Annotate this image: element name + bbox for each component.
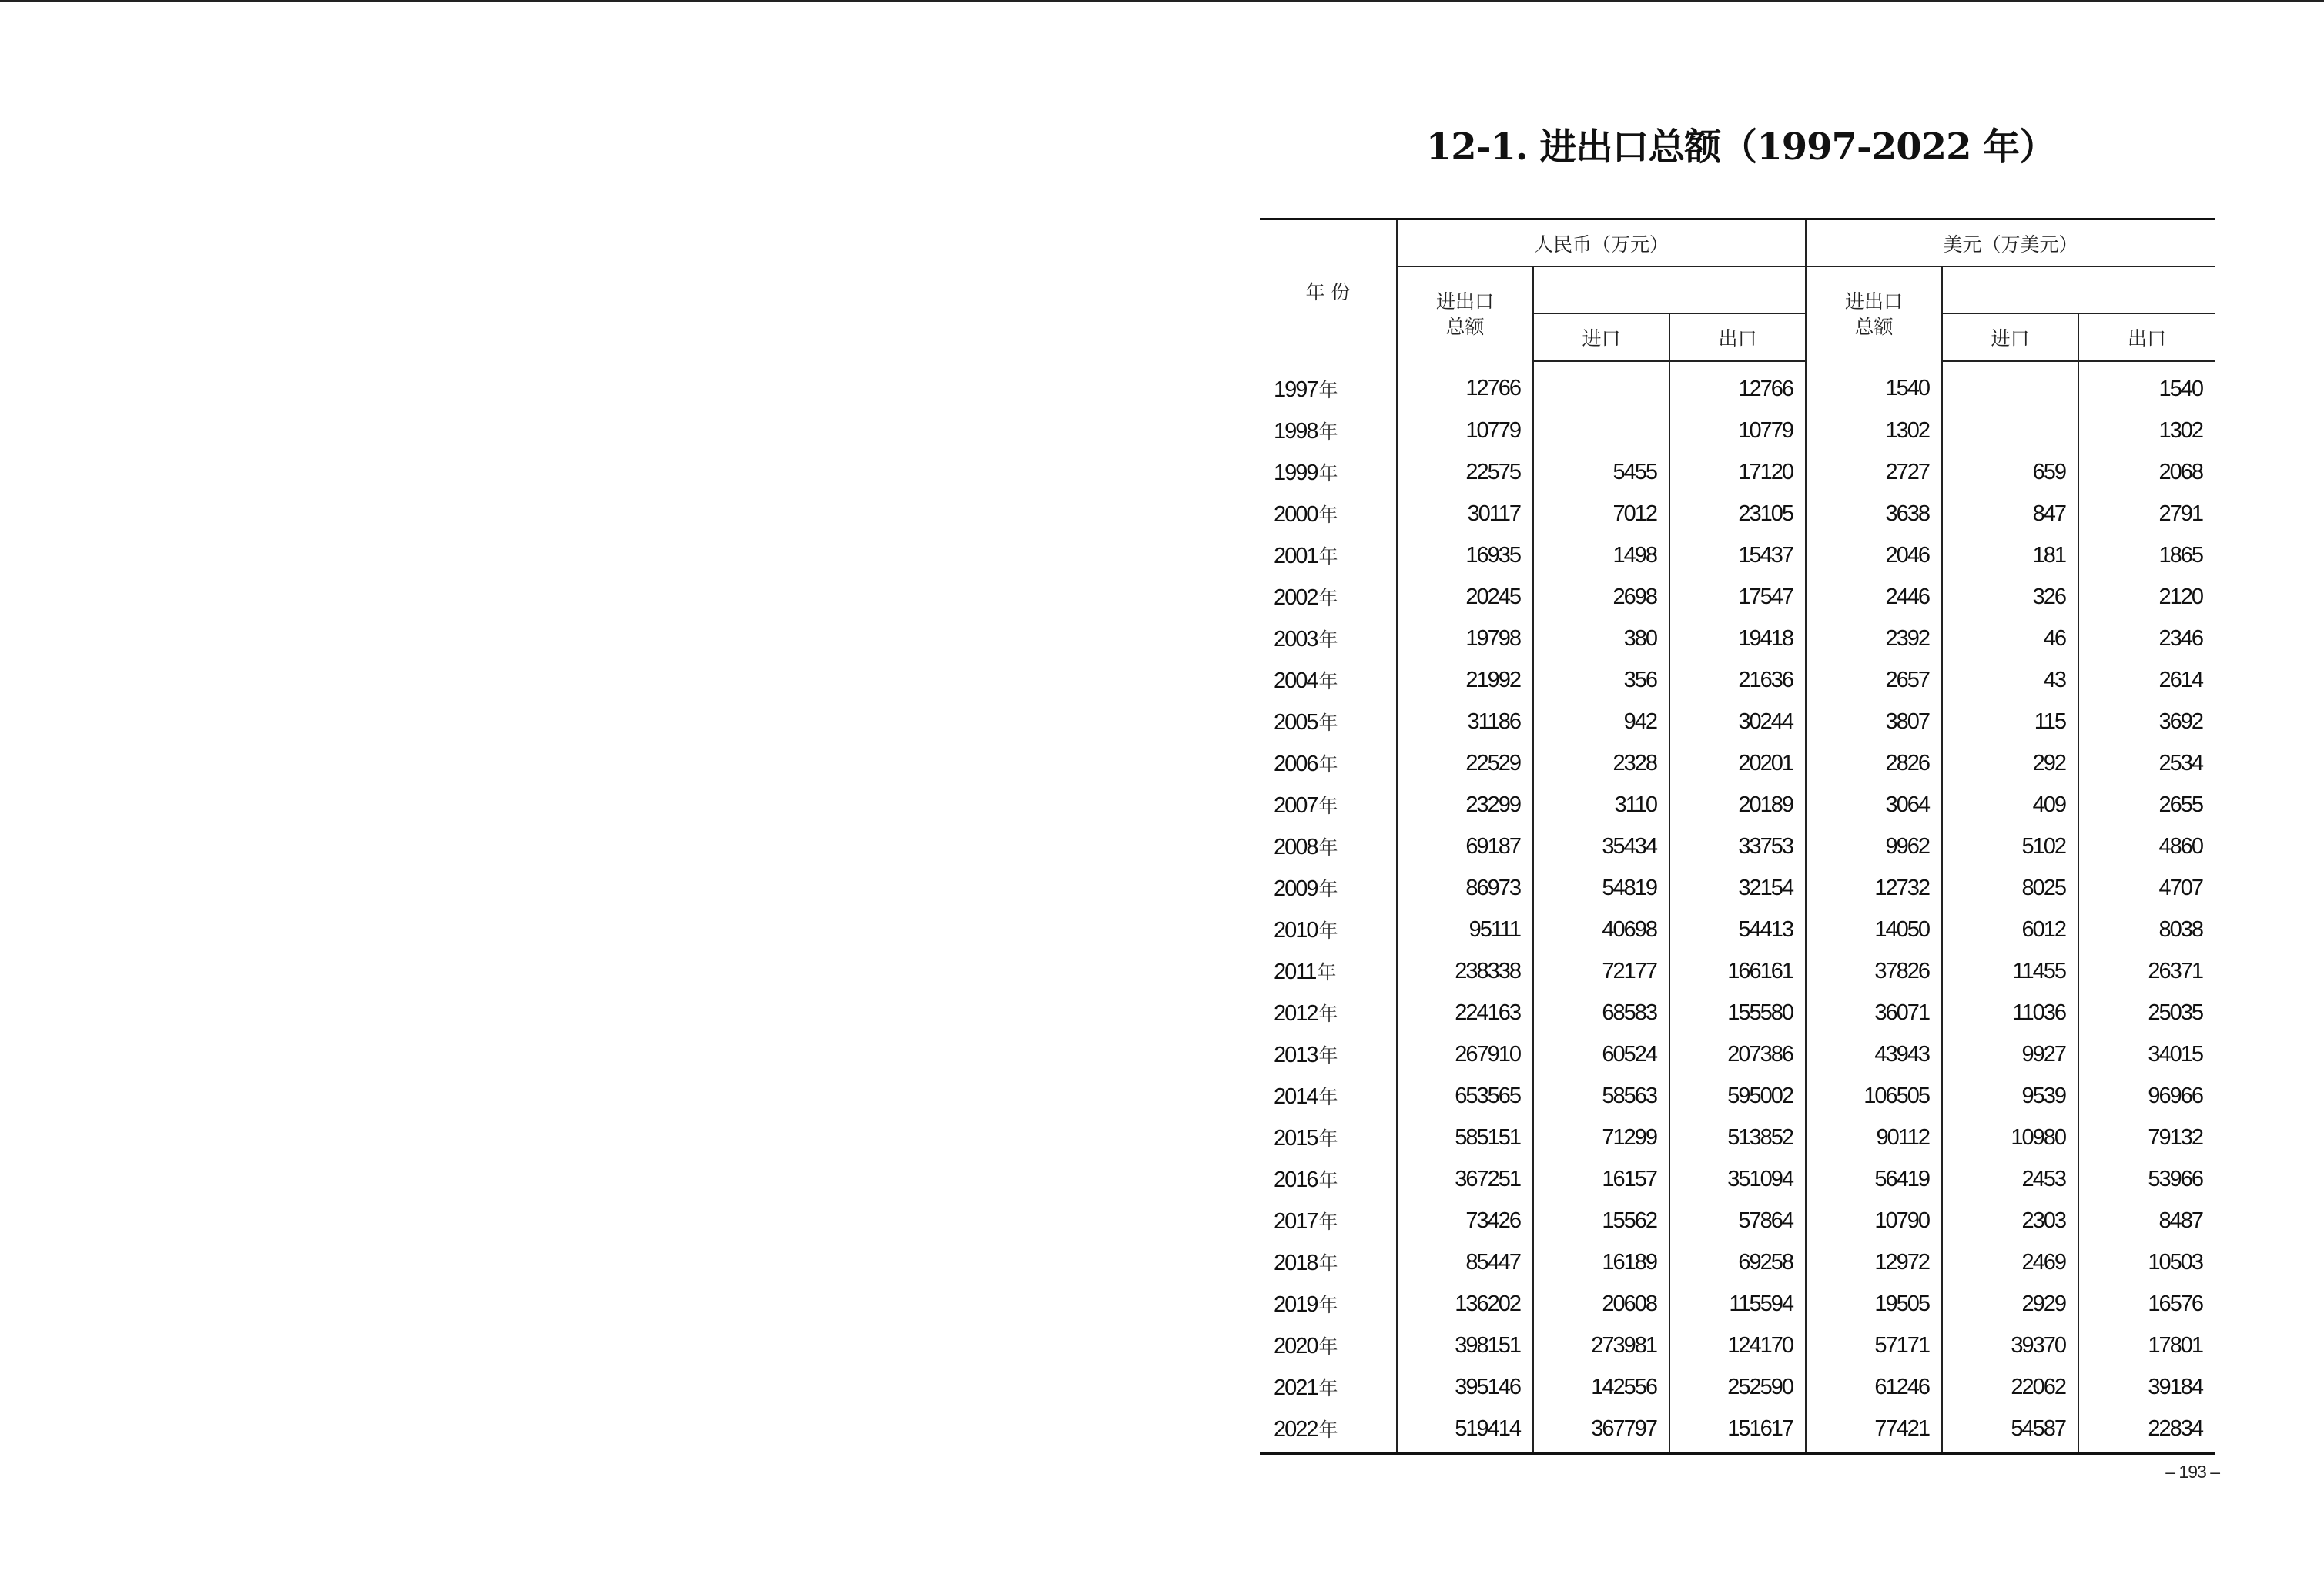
year-value: 2021 (1274, 1375, 1318, 1400)
table-row (1260, 826, 2215, 867)
year-suffix: 年 (1318, 795, 1338, 817)
usd-total-cell: 56419 (1806, 1158, 1942, 1200)
usd-total-cell: 3807 (1806, 701, 1942, 742)
rmb-import-cell: 40698 (1533, 909, 1669, 950)
usd-import-cell: 43 (1942, 659, 2078, 701)
rmb-total-cell: 224163 (1397, 992, 1533, 1034)
usd-import-header: 进口 (1942, 313, 2078, 361)
rmb-import-cell: 367797 (1533, 1408, 1669, 1454)
usd-total-cell: 1302 (1806, 410, 1942, 451)
year-value: 2014 (1274, 1084, 1318, 1109)
year-cell (1260, 1075, 1397, 1117)
year-suffix: 年 (1318, 878, 1338, 900)
rmb-import-cell: 20608 (1533, 1283, 1669, 1325)
usd-group-header: 美元（万美元） (1806, 219, 2215, 267)
usd-export-cell: 1865 (2158, 542, 2203, 568)
usd-import-cell: 659 (1942, 451, 2078, 493)
table-row (1260, 618, 2215, 659)
rmb-total-cell: 21992 (1397, 659, 1533, 701)
rmb-import-cell: 54819 (1533, 867, 1669, 909)
usd-total-header-line1: 进出口 (1844, 290, 1903, 313)
rmb-total-cell: 30117 (1397, 493, 1533, 534)
usd-export-cell: 96966 (2148, 1083, 2203, 1108)
year-cell (1260, 950, 1397, 992)
rmb-export-cell: 21636 (1669, 659, 1806, 701)
year-cell (1260, 1283, 1397, 1325)
rmb-total-cell: 10779 (1397, 410, 1533, 451)
usd-export-cell: 10503 (2148, 1249, 2203, 1275)
rmb-import-cell: 60524 (1533, 1034, 1669, 1075)
page-top-rule (0, 0, 2324, 2)
table-row (1260, 361, 2215, 410)
usd-import-cell: 11455 (1942, 950, 2078, 992)
year-value: 2001 (1274, 544, 1318, 568)
year-value: 2007 (1274, 793, 1318, 818)
rmb-import-cell: 15562 (1533, 1200, 1669, 1241)
year-value: 2015 (1274, 1126, 1318, 1151)
usd-import-cell: 115 (1942, 701, 2078, 742)
rmb-import-cell: 72177 (1533, 950, 1669, 992)
year-value: 2018 (1274, 1251, 1318, 1275)
usd-total-cell: 2046 (1806, 534, 1942, 576)
table-row (1260, 1200, 2215, 1241)
rmb-import-cell: 35434 (1533, 826, 1669, 867)
rmb-export-cell: 19418 (1669, 618, 1806, 659)
usd-export-header: 出口 (2078, 313, 2215, 361)
rmb-group-header: 人民币（万元） (1397, 219, 1806, 267)
rmb-import-cell: 942 (1533, 701, 1669, 742)
usd-export-cell: 79132 (2148, 1124, 2203, 1150)
usd-import-cell: 326 (1942, 576, 2078, 618)
rmb-import-cell (1533, 410, 1669, 451)
usd-export-cell: 3692 (2158, 709, 2203, 734)
rmb-import-cell: 2698 (1533, 576, 1669, 618)
rmb-total-cell: 69187 (1397, 826, 1533, 867)
rmb-import-cell: 356 (1533, 659, 1669, 701)
rmb-total-cell: 86973 (1397, 867, 1533, 909)
rmb-import-header: 进口 (1533, 313, 1669, 361)
rmb-export-cell: 15437 (1669, 534, 1806, 576)
usd-import-cell: 2469 (1942, 1241, 2078, 1283)
usd-export-cell: 39184 (2148, 1374, 2203, 1399)
rmb-total-cell: 85447 (1397, 1241, 1533, 1283)
rmb-total-header-line2: 总额 (1445, 316, 1485, 338)
usd-total-cell: 2826 (1806, 742, 1942, 784)
year-value: 2016 (1274, 1168, 1318, 1192)
usd-total-header-line2: 总额 (1854, 316, 1894, 338)
usd-total-cell: 19505 (1806, 1283, 1942, 1325)
year-cell (1260, 361, 1397, 410)
year-value: 1999 (1274, 461, 1318, 485)
year-value: 2011 (1274, 960, 1316, 984)
year-cell (1260, 618, 1397, 659)
year-suffix: 年 (1318, 1419, 1338, 1441)
rmb-total-cell: 267910 (1397, 1034, 1533, 1075)
rmb-import-cell: 16189 (1533, 1241, 1669, 1283)
usd-export-cell: 17801 (2148, 1332, 2203, 1358)
usd-blank-cell (1942, 266, 2215, 313)
year-cell (1260, 1325, 1397, 1366)
rmb-blank-cell (1533, 266, 1806, 313)
rmb-export-header: 出口 (1669, 313, 1806, 361)
usd-import-cell: 2929 (1942, 1283, 2078, 1325)
rmb-export-cell: 124170 (1669, 1325, 1806, 1366)
rmb-total-cell: 19798 (1397, 618, 1533, 659)
table-row (1260, 867, 2215, 909)
year-cell (1260, 410, 1397, 451)
usd-import-cell: 8025 (1942, 867, 2078, 909)
rmb-export-cell: 595002 (1669, 1075, 1806, 1117)
year-suffix: 年 (1318, 504, 1338, 526)
rmb-export-cell: 20201 (1669, 742, 1806, 784)
rmb-export-cell: 57864 (1669, 1200, 1806, 1241)
usd-import-cell (1942, 410, 2078, 451)
usd-total-cell: 90112 (1806, 1117, 1942, 1158)
usd-total-cell: 106505 (1806, 1075, 1942, 1117)
rmb-export-cell: 207386 (1669, 1034, 1806, 1075)
rmb-export-cell: 12766 (1669, 361, 1806, 410)
usd-import-cell: 2303 (1942, 1200, 2078, 1241)
year-suffix: 年 (1318, 1044, 1338, 1067)
usd-export-cell: 2068 (2158, 459, 2203, 484)
rmb-total-header (1397, 266, 1533, 361)
rmb-import-cell: 3110 (1533, 784, 1669, 826)
table-row (1260, 1366, 2215, 1408)
usd-export-cell: 4707 (2158, 875, 2203, 900)
usd-total-cell: 14050 (1806, 909, 1942, 950)
usd-export-cell: 2120 (2158, 584, 2203, 609)
usd-import-cell: 22062 (1942, 1366, 2078, 1408)
usd-import-cell: 11036 (1942, 992, 2078, 1034)
year-suffix: 年 (1318, 587, 1338, 609)
year-suffix: 年 (1318, 378, 1338, 401)
rmb-total-cell: 20245 (1397, 576, 1533, 618)
usd-import-cell: 181 (1942, 534, 2078, 576)
table-row (1260, 1158, 2215, 1200)
rmb-total-cell: 519414 (1397, 1408, 1533, 1454)
year-value: 2009 (1274, 876, 1318, 901)
year-value: 2005 (1274, 710, 1318, 735)
year-suffix: 年 (1318, 753, 1338, 776)
usd-export-cell: 1540 (2158, 376, 2203, 401)
year-suffix: 年 (1318, 1169, 1338, 1191)
usd-export-cell: 34015 (2148, 1041, 2203, 1067)
rmb-import-cell: 2328 (1533, 742, 1669, 784)
year-suffix: 年 (1318, 628, 1338, 651)
usd-total-cell: 3638 (1806, 493, 1942, 534)
rmb-total-cell: 23299 (1397, 784, 1533, 826)
usd-import-cell: 292 (1942, 742, 2078, 784)
year-suffix: 年 (1318, 1211, 1338, 1233)
year-cell (1260, 867, 1397, 909)
usd-total-cell: 10790 (1806, 1200, 1942, 1241)
rmb-export-cell: 69258 (1669, 1241, 1806, 1283)
rmb-total-cell: 136202 (1397, 1283, 1533, 1325)
rmb-export-cell: 252590 (1669, 1366, 1806, 1408)
year-value: 2022 (1274, 1417, 1318, 1442)
year-suffix: 年 (1318, 1127, 1338, 1150)
rmb-total-cell: 12766 (1397, 361, 1533, 410)
year-value: 2004 (1274, 668, 1318, 693)
rmb-total-header-line1: 进出口 (1435, 290, 1494, 313)
usd-total-cell: 12732 (1806, 867, 1942, 909)
usd-total-cell: 57171 (1806, 1325, 1942, 1366)
year-suffix: 年 (1318, 712, 1338, 734)
year-cell (1260, 1241, 1397, 1283)
usd-total-cell: 1540 (1806, 361, 1942, 410)
year-cell (1260, 451, 1397, 493)
usd-export-cell: 2791 (2158, 501, 2203, 526)
year-suffix: 年 (1318, 1252, 1338, 1275)
usd-export-cell: 4860 (2158, 833, 2203, 859)
rmb-export-cell: 32154 (1669, 867, 1806, 909)
table-row (1260, 451, 2215, 493)
usd-import-cell: 9539 (1942, 1075, 2078, 1117)
year-cell (1260, 742, 1397, 784)
usd-import-cell: 9927 (1942, 1034, 2078, 1075)
usd-export-cell: 8487 (2158, 1208, 2203, 1233)
usd-total-cell: 61246 (1806, 1366, 1942, 1408)
usd-import-cell: 409 (1942, 784, 2078, 826)
usd-import-cell: 6012 (1942, 909, 2078, 950)
rmb-export-cell: 10779 (1669, 410, 1806, 451)
year-value: 1997 (1274, 377, 1318, 402)
table-row (1260, 534, 2215, 576)
rmb-export-cell: 166161 (1669, 950, 1806, 992)
year-cell (1260, 909, 1397, 950)
rmb-import-cell: 380 (1533, 618, 1669, 659)
rmb-total-cell: 22529 (1397, 742, 1533, 784)
table-row (1260, 742, 2215, 784)
usd-import-cell: 46 (1942, 618, 2078, 659)
year-value: 2019 (1274, 1292, 1318, 1317)
rmb-export-cell: 155580 (1669, 992, 1806, 1034)
year-suffix: 年 (1318, 545, 1338, 568)
usd-import-cell: 39370 (1942, 1325, 2078, 1366)
usd-total-cell: 37826 (1806, 950, 1942, 992)
rmb-export-cell: 30244 (1669, 701, 1806, 742)
usd-total-cell: 2727 (1806, 451, 1942, 493)
table-body (1260, 361, 2215, 1454)
year-suffix: 年 (1317, 961, 1337, 983)
year-value: 1998 (1274, 419, 1318, 444)
usd-total-cell: 2446 (1806, 576, 1942, 618)
year-value: 2017 (1274, 1209, 1318, 1234)
usd-export-cell: 26371 (2148, 958, 2203, 983)
usd-export-cell: 2655 (2158, 792, 2203, 817)
usd-export-cell: 2614 (2158, 667, 2203, 692)
year-value: 2006 (1274, 752, 1318, 776)
year-cell (1260, 534, 1397, 576)
rmb-export-cell: 351094 (1669, 1158, 1806, 1200)
usd-import-cell (1942, 361, 2078, 410)
rmb-import-cell: 58563 (1533, 1075, 1669, 1117)
rmb-export-cell: 151617 (1669, 1408, 1806, 1454)
trade-table (1260, 218, 2215, 1455)
table-row (1260, 950, 2215, 992)
usd-total-header (1806, 266, 1942, 361)
usd-import-cell: 847 (1942, 493, 2078, 534)
year-value: 2013 (1274, 1043, 1318, 1067)
usd-total-cell: 2392 (1806, 618, 1942, 659)
year-suffix: 年 (1318, 1086, 1338, 1108)
table-row (1260, 1117, 2215, 1158)
usd-total-cell: 43943 (1806, 1034, 1942, 1075)
rmb-total-cell: 585151 (1397, 1117, 1533, 1158)
rmb-export-cell: 115594 (1669, 1283, 1806, 1325)
year-cell (1260, 1158, 1397, 1200)
table-row (1260, 493, 2215, 534)
rmb-export-cell: 33753 (1669, 826, 1806, 867)
year-suffix: 年 (1318, 670, 1338, 692)
usd-total-cell: 9962 (1806, 826, 1942, 867)
rmb-export-cell: 513852 (1669, 1117, 1806, 1158)
year-cell (1260, 701, 1397, 742)
year-value: 2010 (1274, 918, 1318, 943)
table-row (1260, 1325, 2215, 1366)
rmb-import-cell: 7012 (1533, 493, 1669, 534)
table-row (1260, 576, 2215, 618)
year-value: 2000 (1274, 502, 1318, 527)
usd-export-cell: 1302 (2158, 417, 2203, 443)
rmb-import-cell: 1498 (1533, 534, 1669, 576)
usd-export-cell: 16576 (2148, 1291, 2203, 1316)
rmb-export-cell: 17120 (1669, 451, 1806, 493)
table-row (1260, 909, 2215, 950)
year-cell (1260, 1408, 1397, 1454)
rmb-import-cell: 71299 (1533, 1117, 1669, 1158)
usd-import-cell: 5102 (1942, 826, 2078, 867)
usd-total-cell: 36071 (1806, 992, 1942, 1034)
year-suffix: 年 (1318, 1294, 1338, 1316)
rmb-export-cell: 20189 (1669, 784, 1806, 826)
usd-import-cell: 54587 (1942, 1408, 2078, 1454)
rmb-total-cell: 22575 (1397, 451, 1533, 493)
year-value: 2020 (1274, 1334, 1318, 1359)
year-value: 2012 (1274, 1001, 1318, 1026)
year-cell (1260, 826, 1397, 867)
usd-import-cell: 2453 (1942, 1158, 2078, 1200)
usd-export-cell: 2534 (2158, 750, 2203, 776)
year-cell (1260, 576, 1397, 618)
rmb-total-cell: 367251 (1397, 1158, 1533, 1200)
rmb-total-cell: 395146 (1397, 1366, 1533, 1408)
rmb-export-cell: 17547 (1669, 576, 1806, 618)
year-suffix: 年 (1318, 836, 1338, 859)
usd-export-cell: 22834 (2078, 1408, 2215, 1454)
year-cell (1260, 1117, 1397, 1158)
year-value: 2008 (1274, 835, 1318, 859)
table-row (1260, 1408, 2215, 1454)
rmb-import-cell: 68583 (1533, 992, 1669, 1034)
rmb-import-cell: 273981 (1533, 1325, 1669, 1366)
table-row (1260, 1241, 2215, 1283)
year-cell (1260, 992, 1397, 1034)
usd-import-cell: 10980 (1942, 1117, 2078, 1158)
year-suffix: 年 (1318, 420, 1338, 443)
year-cell (1260, 493, 1397, 534)
usd-export-cell: 8038 (2158, 916, 2203, 942)
year-suffix: 年 (1318, 462, 1338, 484)
year-cell (1260, 1366, 1397, 1408)
rmb-total-cell: 31186 (1397, 701, 1533, 742)
rmb-total-cell: 238338 (1397, 950, 1533, 992)
rmb-import-cell: 16157 (1533, 1158, 1669, 1200)
year-value: 2002 (1274, 585, 1318, 610)
usd-export-cell: 25035 (2148, 1000, 2203, 1025)
year-cell (1260, 1200, 1397, 1241)
table-row (1260, 784, 2215, 826)
table-row (1260, 659, 2215, 701)
table-row (1260, 1075, 2215, 1117)
rmb-import-cell: 5455 (1533, 451, 1669, 493)
table-title: 12-1. 进出口总额（1997-2022 年） (1425, 126, 2056, 169)
page-number: – 193 – (2165, 1462, 2219, 1482)
year-cell (1260, 784, 1397, 826)
usd-total-cell: 2657 (1806, 659, 1942, 701)
usd-total-cell: 77421 (1806, 1408, 1942, 1454)
rmb-total-cell: 16935 (1397, 534, 1533, 576)
year-suffix: 年 (1318, 920, 1338, 942)
year-suffix: 年 (1318, 1003, 1338, 1025)
usd-total-cell: 3064 (1806, 784, 1942, 826)
rmb-export-cell: 54413 (1669, 909, 1806, 950)
rmb-total-cell: 95111 (1397, 909, 1533, 950)
table-row (1260, 410, 2215, 451)
year-suffix: 年 (1318, 1335, 1338, 1358)
table-row (1260, 701, 2215, 742)
table-row (1260, 1034, 2215, 1075)
usd-export-cell: 53966 (2148, 1166, 2203, 1191)
year-value: 2003 (1274, 627, 1318, 652)
year-column-header: 年 份 (1260, 219, 1397, 362)
usd-total-cell: 12972 (1806, 1241, 1942, 1283)
rmb-total-cell: 653565 (1397, 1075, 1533, 1117)
rmb-import-cell: 142556 (1533, 1366, 1669, 1408)
rmb-total-cell: 73426 (1397, 1200, 1533, 1241)
rmb-import-cell (1533, 361, 1669, 410)
year-cell (1260, 1034, 1397, 1075)
year-suffix: 年 (1318, 1377, 1338, 1399)
table-row (1260, 1283, 2215, 1325)
table-row (1260, 992, 2215, 1034)
usd-export-cell: 2346 (2158, 625, 2203, 651)
rmb-export-cell: 23105 (1669, 493, 1806, 534)
year-cell (1260, 659, 1397, 701)
rmb-total-cell: 398151 (1397, 1325, 1533, 1366)
